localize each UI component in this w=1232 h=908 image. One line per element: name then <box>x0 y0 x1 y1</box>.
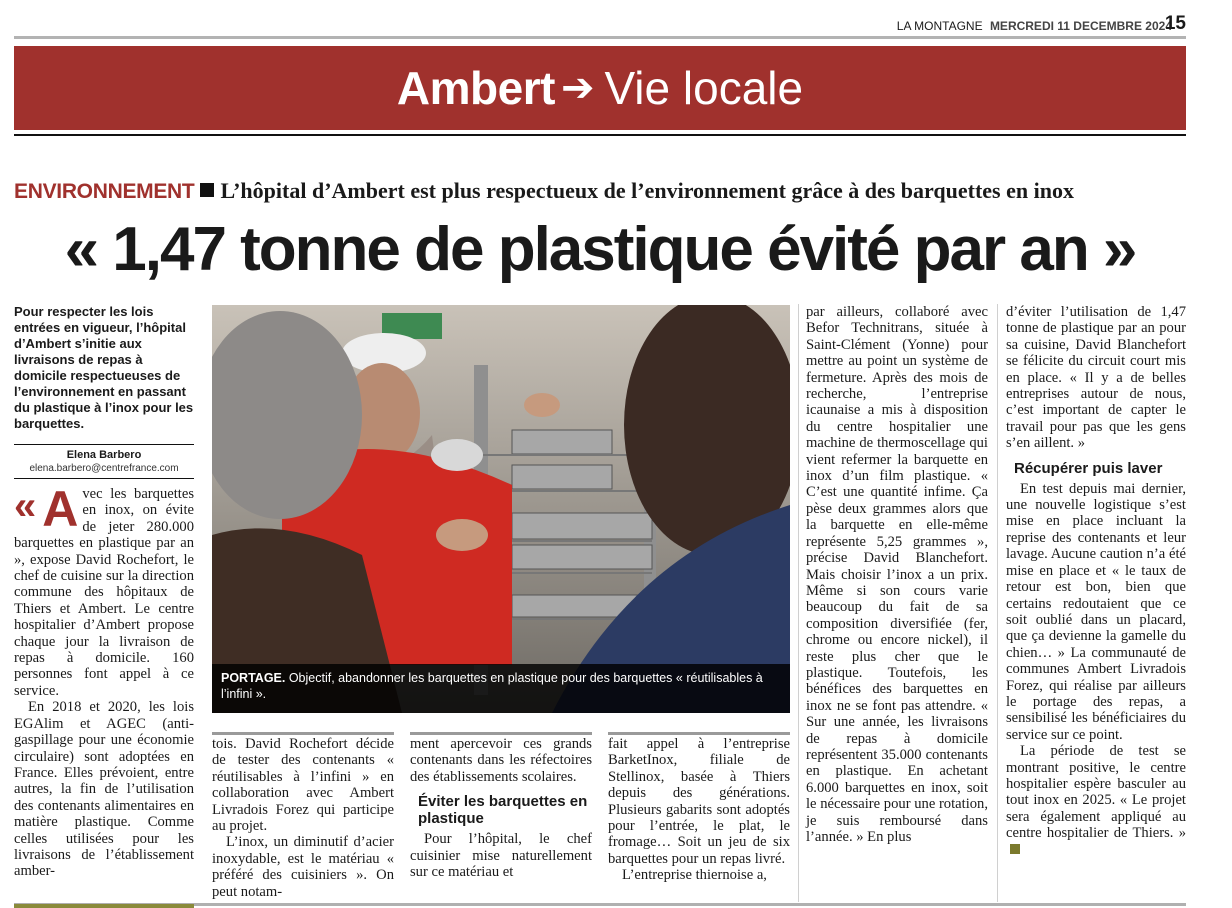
page-header <box>897 19 1172 33</box>
article-column-5 <box>806 304 988 845</box>
byline-rule <box>14 444 194 445</box>
caption-text: Objectif, abandonner les barquettes en plastique pour des barquettes « réutilisables à l’infini ». <box>221 671 763 701</box>
footer-accent <box>14 904 194 908</box>
caption-label: PORTAGE. <box>221 671 286 685</box>
paragraph: L’entreprise thiernoise a, <box>622 867 767 884</box>
paragraph: Pour l’hôpital, le chef cuisinier mise naturellement sur ce matériau et <box>410 831 592 881</box>
author-name: Elena Barbero <box>66 449 142 461</box>
banner-rule <box>14 134 1186 136</box>
end-of-article-icon <box>1010 844 1020 854</box>
paragraph: ment apercevoir ces grands contenants dans les réfectoires des établissements scolaires. <box>410 736 592 785</box>
kicker <box>14 178 1186 204</box>
dropcap-letter: A <box>42 481 79 537</box>
photo-caption <box>212 664 790 713</box>
paragraph: d’éviter l’utilisation de 1,47 tonne de plastique par an pour sa cuisine, David Blanchefort se félicite du circuit court mis en place. « Il y a de belles entreprises autour de nous, c’est important de capter le travail pour pas que les gens s’en aillent. » <box>1006 304 1186 452</box>
square-bullet-icon <box>200 183 214 197</box>
article-column-2 <box>212 736 394 900</box>
paragraph-text: La période de test se montrant positive, le centre hospitalier espère basculer au tout inox en 2025. « Le projet sera également appliqué au centre hospitalier de Thiers. » <box>1006 743 1186 842</box>
subheading: Récupérer puis laver <box>1014 459 1163 477</box>
paragraph: tois. David Rochefort décide de tester des contenants « réutilisables à l’infini » en collaboration avec Ambert Livradois Forez qui participe au projet. <box>212 736 394 835</box>
section-banner <box>14 46 1186 130</box>
banner-town: Ambert <box>396 62 555 114</box>
subheading: Éviter les barquettes en plastique <box>418 793 588 828</box>
newspaper-name: LA MONTAGNE <box>896 19 983 33</box>
banner-section: Vie locale <box>604 62 804 114</box>
kicker-tag: ENVIRONNEMENT <box>14 180 195 203</box>
paragraph: En 2018 et 2020, les lois EGAlim et AGEC (anti-gaspillage pour une économie circulaire) sont adoptées en France. Elles prévoient, entre autres, la fin de l’utilisation des contenants alimentaires en matière plastique. Comme celles utilisées pour les livraisons de l’établissement amber- <box>14 699 194 880</box>
paragraph: En test depuis mai dernier, une nouvelle logistique s’est mise en place incluant la reprise des contenants et leur lavage. Aucune caution n’a été mise en place et « le taux de retour est bon, bien que certains redoutaient que ce soit oublié dans un placard, que ça devienne la gamelle du chien… » La communauté de communes Ambert Livradois Forez, qui réalise par ailleurs le portage des repas, a sensibilisé les bénéficiaires du service sur ce point. <box>1006 480 1186 743</box>
author-email[interactable]: elena.barbero@centrefrance.com <box>29 463 179 474</box>
kicker-text: L’hôpital d’Ambert est plus respectueux de l’environnement grâce à des barquettes en inox <box>220 178 1074 203</box>
page-number: 15 <box>1164 13 1186 34</box>
paragraph: vec les barquettes en inox, on évite de jeter 280.000 barquettes en plastique par an », expose David Rochefort, le chef de cuisine sur la direction commune des hôpitaux de Thiers et Ambert. Le centre hospitalier d’Ambert propose chaque jour la livraison de repas à domicile. 160 personnes font appel à ce service. <box>14 486 194 699</box>
issue-date: MERCREDI 11 DECEMBRE 2024 <box>989 19 1172 33</box>
header-rule <box>14 36 1186 39</box>
paragraph: par ailleurs, collaboré avec Befor Technitrans, située à Saint-Clément (Yonne) pour mettre au point un système de fermeture. Après des mois de recherche, l’entreprise icaunaise a mis à disposition du centre hospitalier une machine de thermoscellage qui vient refermer la barquette en inox d’un film plastique. « C’est une quantité infime. Ça pèse deux grammes alors que la barquette en elle-même représente 5,25 grammes », précise David Blanchefort. Mais choisir l’inox a un prix. Même si son cours varie beaucoup du fait de sa composition diversifiée (fer, chrome ou encore nickel), il reste plus cher que le plastique. Toutefois, les bénéfices des barquettes en inox ne se font pas attendre. « Sur une année, les livraisons de repas à domicile représentent 35.000 contenants en plastique. En achetant 6.000 barquettes en inox, soit le nécessaire pour une rotation, je suis remboursé dans l’année. » En plus <box>806 304 988 845</box>
column-rule <box>212 732 394 735</box>
arrow-right-icon: ➔ <box>560 65 595 111</box>
paragraph: L’inox, un diminutif d’acier inoxydable, est le matériau « préféré des cuisiniers ». On peut notam- <box>212 834 394 900</box>
paragraph <box>1006 743 1186 858</box>
headline: « 1,47 tonne de plastique évité par an » <box>64 215 1136 284</box>
dropcap-quote: « <box>14 484 37 528</box>
column-rule <box>410 732 592 735</box>
article-column-6 <box>1006 304 1186 858</box>
article-column-3 <box>410 736 592 880</box>
byline-rule <box>14 478 194 479</box>
article-photo <box>212 305 790 713</box>
column-rule <box>608 732 790 735</box>
paragraph: fait appel à l’entreprise BarketInox, filiale de Stellinox, basée à Thiers depuis des générations. Plusieurs gabarits sont adoptés pour l’entrée, le plat, le fromage… Soit un jeu de six barquettes pour un repas livré. <box>608 736 790 867</box>
column-divider <box>997 304 998 902</box>
article-intro: Pour respecter les lois entrées en vigueur, l’hôpital d’Ambert s’initie aux livraisons de repas à domicile respectueuses de l’environnement en passant du plastique à l’inox pour les barquettes. <box>14 304 194 431</box>
column-divider <box>798 304 799 902</box>
article-column-1 <box>14 481 194 880</box>
article-column-4 <box>608 736 790 884</box>
